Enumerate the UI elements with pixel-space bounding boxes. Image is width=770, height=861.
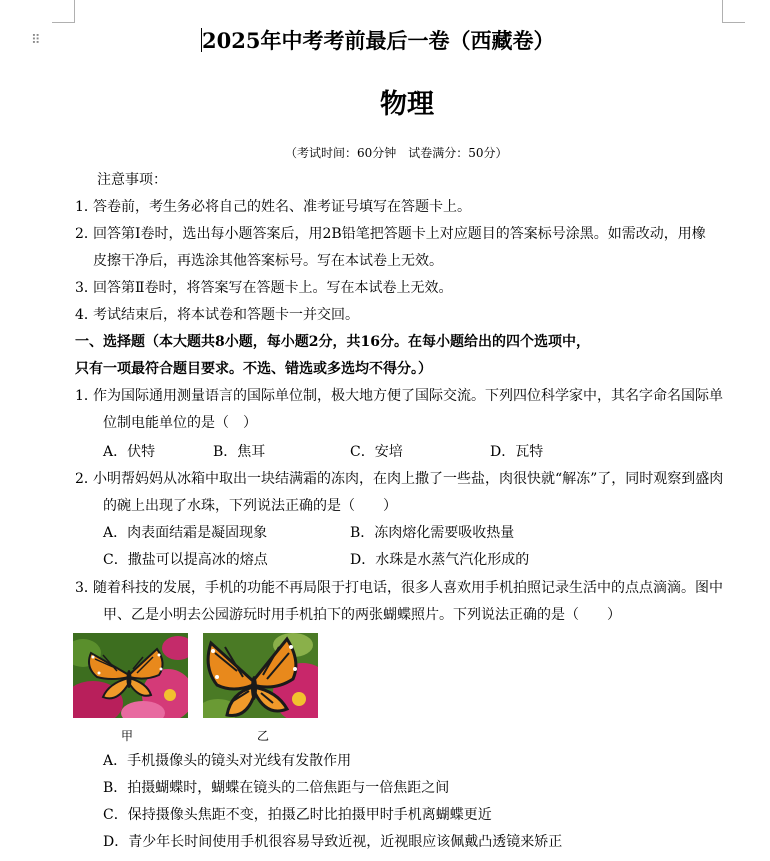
option-b: B．焦耳 [213,444,266,460]
option-d: D．水珠是水蒸气汽化形成的 [350,552,530,568]
exam-subject: 物理 [380,89,434,120]
section-heading: 一、选择题（本大题共8小题，每小题2分，共16分。在每小题给出的四个选项中， [75,334,590,350]
butterfly-photo-jia [73,633,188,718]
question-text: 甲、乙是小明去公园游玩时用手机拍下的两张蝴蝶照片。下列说法正确的是（ ） [103,607,621,623]
option-b: B．冻肉熔化需要吸收热量 [350,525,515,541]
option-c: C．安培 [350,444,403,460]
note-text: 回答第Ⅰ卷时，选出每小题答案后，用2B铅笔把答题卡上对应题目的答案标号涂黑。如需改动，用橡 [93,226,706,242]
option-c: C．撒盐可以提高冰的熔点 [103,552,268,568]
question-number: 2． [75,471,98,487]
crop-mark-top-right [722,0,745,23]
question-number: 3． [75,580,98,596]
photo-label-jia: 甲 [121,729,134,743]
crop-mark-top-left [52,0,75,23]
exam-meta: （考试时间：60分钟 试卷满分：50分） [285,146,508,160]
butterfly-photo-yi [203,633,318,718]
option-b: B．拍摄蝴蝶时，蝴蝶在镜头的二倍焦距与一倍焦距之间 [103,780,450,796]
question-number: 1． [75,388,98,404]
note-number: 4． [75,307,98,323]
note-text: 回答第Ⅱ卷时，将答案写在答题卡上。写在本试卷上无效。 [93,280,453,296]
section-heading-cont: 只有一项最符合题目要求。不选、错选或多选均不得分。） [75,361,432,377]
notes-heading: 注意事项： [97,172,167,188]
option-a: A．肉表面结霜是凝固现象 [103,525,268,541]
question-text: 位制电能单位的是（ ） [103,415,257,431]
option-d: D．青少年长时间使用手机很容易导致近视，近视眼应该佩戴凸透镜来矫正 [103,834,563,850]
option-d: D．瓦特 [490,444,544,460]
question-text: 的碗上出现了水珠，下列说法正确的是（ ） [103,498,397,514]
option-a: A．伏特 [103,444,156,460]
note-text: 答卷前，考生务必将自己的姓名、准考证号填写在答题卡上。 [93,199,471,215]
option-a: A．手机摄像头的镜头对光线有发散作用 [103,753,352,769]
exam-title: 2025年中考考前最后一卷（西藏卷） [202,28,555,53]
option-c: C．保持摄像头焦距不变，拍摄乙时比拍摄甲时手机离蝴蝶更近 [103,807,492,823]
question-text: 小明帮妈妈从冰箱中取出一块结满霜的冻肉，在肉上撒了一些盐，肉很快就“解冻”了，同时观察到盛肉 [93,471,724,487]
note-number: 2． [75,226,98,242]
note-number: 3． [75,280,98,296]
question-text: 作为国际通用测量语言的国际单位制，极大地方便了国际交流。下列四位科学家中，其名字命名国际单 [93,388,723,404]
photo-label-yi: 乙 [257,729,270,743]
question-text: 随着科技的发展，手机的功能不再局限于打电话，很多人喜欢用手机拍照记录生活中的点点滴滴。图中 [93,580,723,596]
note-text: 考试结束后，将本试卷和答题卡一并交回。 [93,307,359,323]
note-text: 皮擦干净后，再选涂其他答案标号。写在本试卷上无效。 [93,253,443,269]
note-number: 1． [75,199,98,215]
drag-handle-icon[interactable]: ⠿ [31,33,42,48]
